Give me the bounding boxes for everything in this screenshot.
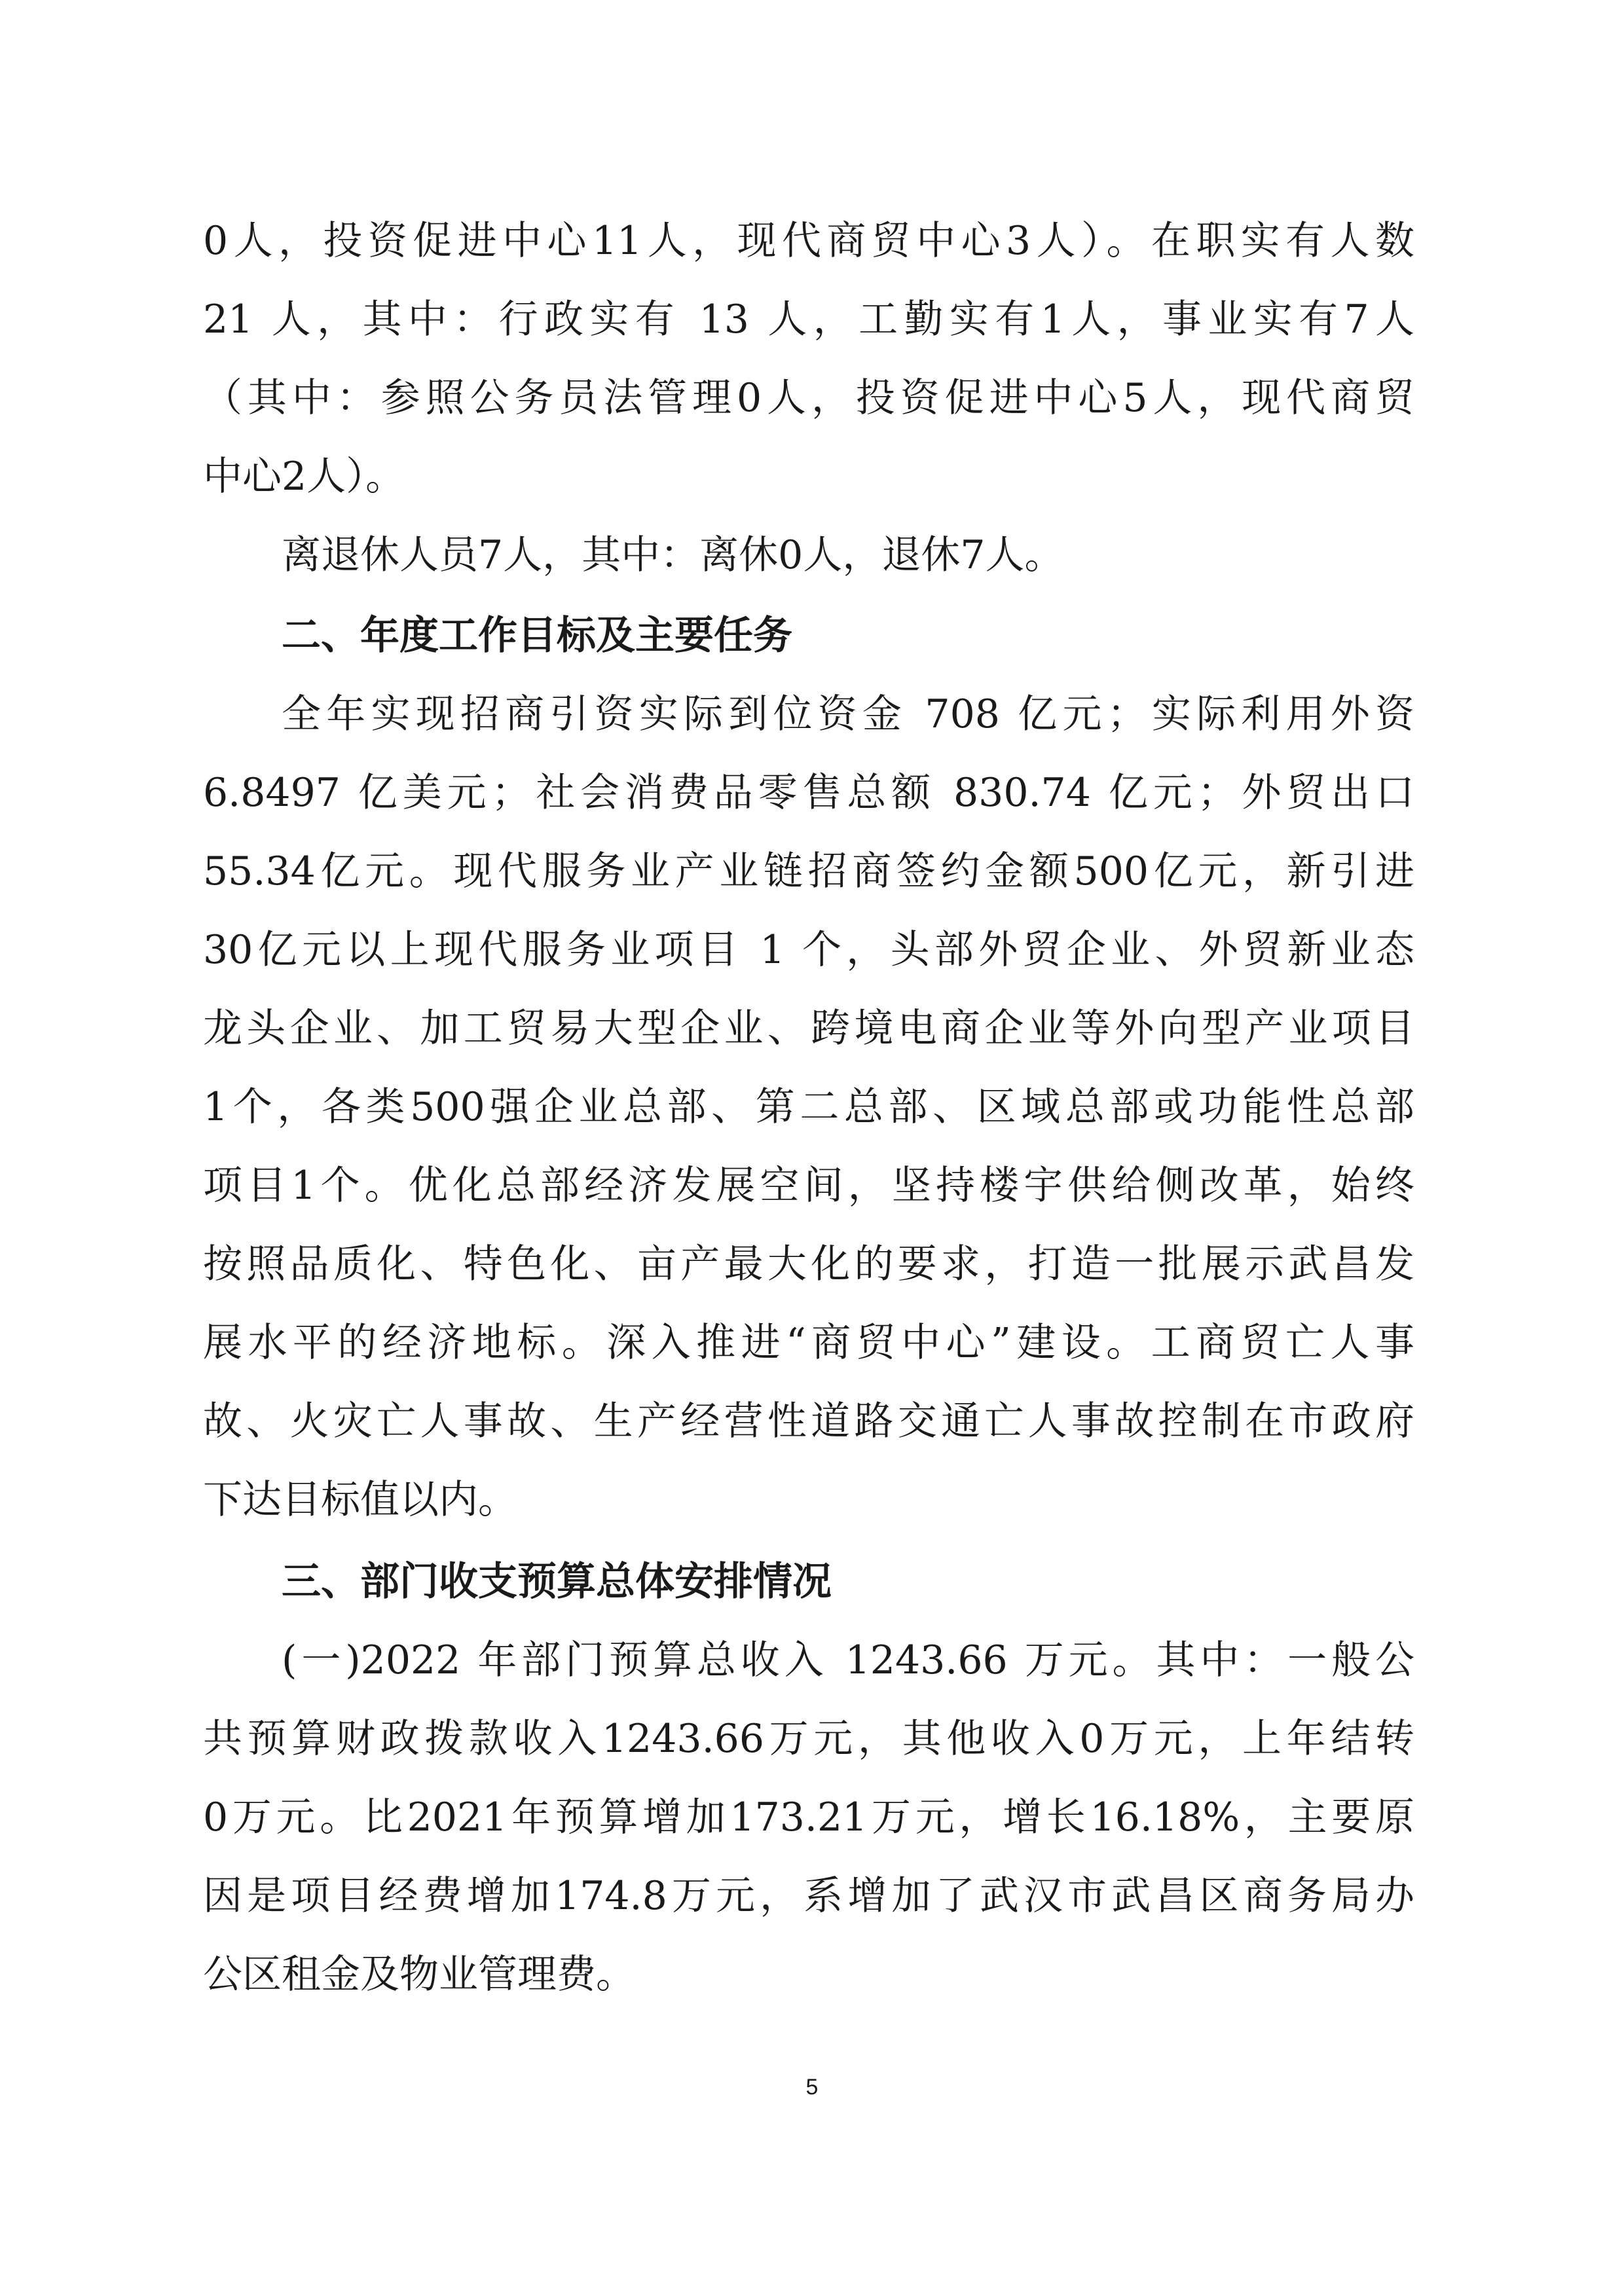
section-heading: 二、年度工作目标及主要任务	[282, 613, 792, 659]
paragraph-line: 共预算财政拨款收入1243.66万元，其他收入0万元，上年结转	[203, 1716, 1414, 1762]
section-heading: 三、部门收支预算总体安排情况	[282, 1559, 832, 1605]
paragraph-line: 0人，投资促进中心11人，现代商贸中心3人）。在职实有人数	[203, 218, 1414, 264]
paragraph-line: 因是项目经费增加174.8万元，系增加了武汉市武昌区商务局办	[203, 1873, 1414, 1919]
page-number: 5	[805, 2075, 819, 2100]
paragraph-line: 展水平的经济地标。深入推进“商贸中心”建设。工商贸亡人事	[203, 1320, 1414, 1366]
paragraph-line: 6.8497 亿美元；社会消费品零售总额 830.74 亿元；外贸出口	[203, 770, 1414, 816]
paragraph-line: 故、火灾亡人事故、生产经营性道路交通亡人事故控制在市政府	[203, 1398, 1414, 1444]
paragraph-line: (一)2022 年部门预算总收入 1243.66 万元。其中：一般公	[282, 1637, 1414, 1683]
retired-staff-line: 离退休人员7人，其中：离休0人，退休7人。	[282, 532, 1064, 578]
paragraph-line: 项目1个。优化总部经济发展空间，坚持楼宇供给侧改革，始终	[203, 1163, 1414, 1209]
paragraph-line: 1个，各类500强企业总部、第二总部、区域总部或功能性总部	[203, 1084, 1414, 1130]
paragraph-line: 30亿元以上现代服务业项目 1 个，头部外贸企业、外贸新业态	[203, 927, 1414, 973]
paragraph-line: 下达目标值以内。	[203, 1477, 517, 1523]
paragraph-line: 55.34亿元。现代服务业产业链招商签约金额500亿元，新引进	[203, 848, 1414, 894]
paragraph-line: 按照品质化、特色化、亩产最大化的要求，打造一批展示武昌发	[203, 1241, 1414, 1287]
paragraph-line: 公区租金及物业管理费。	[203, 1952, 635, 1997]
paragraph-line: 21 人，其中：行政实有 13 人，工勤实有1人，事业实有7人	[203, 297, 1414, 342]
paragraph-line: 0万元。比2021年预算增加173.21万元，增长16.18%，主要原	[203, 1795, 1414, 1840]
paragraph-line: 中心2人）。	[203, 454, 405, 500]
paragraph-line: （其中：参照公务员法管理0人，投资促进中心5人，现代商贸	[203, 375, 1414, 421]
paragraph-line: 龙头企业、加工贸易大型企业、跨境电商企业等外向型产业项目	[203, 1006, 1414, 1051]
paragraph-line: 全年实现招商引资实际到位资金 708 亿元；实际利用外资	[282, 691, 1414, 737]
